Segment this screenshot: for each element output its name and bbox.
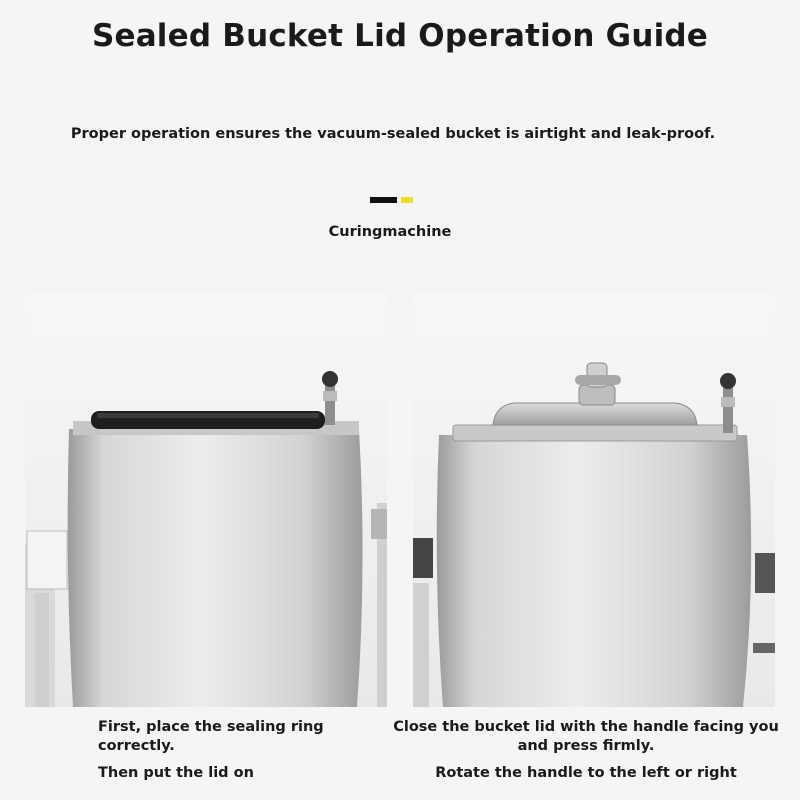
photo-lid-closed-step (413, 293, 775, 707)
step-1-caption-primary: First, place the sealing ring correctly. (98, 719, 324, 754)
step-1-caption-secondary: Then put the lid on (98, 765, 254, 781)
page-subtitle: Proper operation ensures the vacuum-sealed bucket is airtight and leak-proof. (70, 126, 716, 142)
brand-name: Curingmachine (328, 224, 452, 240)
photo-sealing-ring-step (25, 293, 387, 707)
accent-bar-dark (370, 197, 397, 203)
page-title: Sealed Bucket Lid Operation Guide (91, 18, 709, 54)
step-2-caption-primary: Close the bucket lid with the handle facing you and press firmly. (393, 719, 779, 754)
accent-bar-yellow (401, 197, 413, 203)
step-2-caption-secondary: Rotate the handle to the left or right (435, 765, 737, 781)
